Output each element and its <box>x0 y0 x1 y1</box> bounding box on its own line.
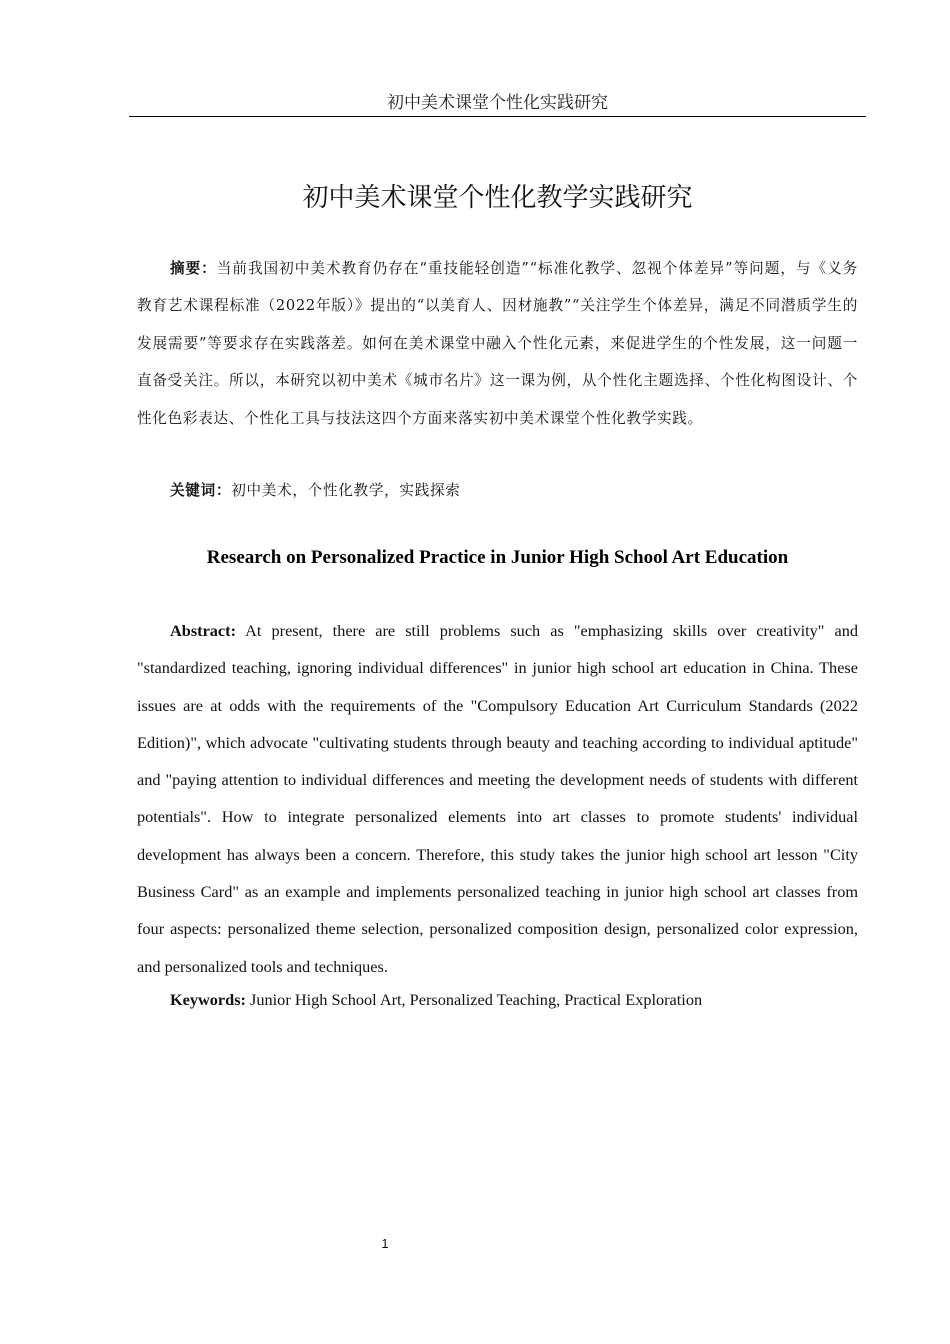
chinese-keywords-text: 初中美术，个性化教学，实践探索 <box>231 482 461 499</box>
english-abstract <box>137 612 858 985</box>
chinese-abstract-label: 摘要： <box>170 260 217 277</box>
running-header: 初中美术课堂个性化实践研究 <box>129 92 866 117</box>
english-abstract-text: At present, there are still problems such as "emphasizing skills over creativity" and "standardized teaching, ignoring individual differences" in junior high school art education in China. These issues are at odds with the requirements of the "Compulsory Education Art Curriculum Standards (2022 Edition)", which advocate "cultivating students through beauty and teaching according to individual aptitude" and "paying attention to individual differences and meeting the development needs of students with different potentials". How to integrate personalized elements into art classes to promote students' individual development has always been a concern. Therefore, this study takes the junior high school art lesson "City Business Card" as an example and implements personalized teaching in junior high school art classes from four aspects: personalized theme selection, personalized composition design, personalized color expression, and personalized tools and techniques. <box>137 621 858 976</box>
english-abstract-label: Abstract: <box>170 621 237 640</box>
chinese-keywords <box>170 472 858 509</box>
english-keywords-label: Keywords: <box>170 990 246 1009</box>
chinese-title: 初中美术课堂个性化教学实践研究 <box>302 183 693 213</box>
chinese-abstract-text: 当前我国初中美术教育仍存在“重技能轻创造”“标准化教学、忽视个体差异”等问题，与《义务教育艺术课程标准（2022年版）》提出的“以美育人、因材施教”“关注学生个体差异，满足不同潜质学生的发展需要”等要求存在实践落差。如何在美术课堂中融入个性化元素，来促进学生的个性发展，这一问题一直备受关注。所以，本研究以初中美术《城市名片》这一课为例，从个性化主题选择、个性化构图设计、个性化色彩表达、个性化工具与技法这四个方面来落实初中美术课堂个性化教学实践。 <box>137 260 858 427</box>
english-title: Research on Personalized Practice in Junior High School Art Education <box>206 547 789 568</box>
english-keywords-text: Junior High School Art, Personalized Teaching, Practical Exploration <box>245 990 703 1009</box>
chinese-keywords-label: 关键词： <box>170 482 232 499</box>
page-number: 1 <box>381 1236 389 1251</box>
chinese-abstract <box>137 250 858 437</box>
english-keywords <box>170 985 858 1015</box>
